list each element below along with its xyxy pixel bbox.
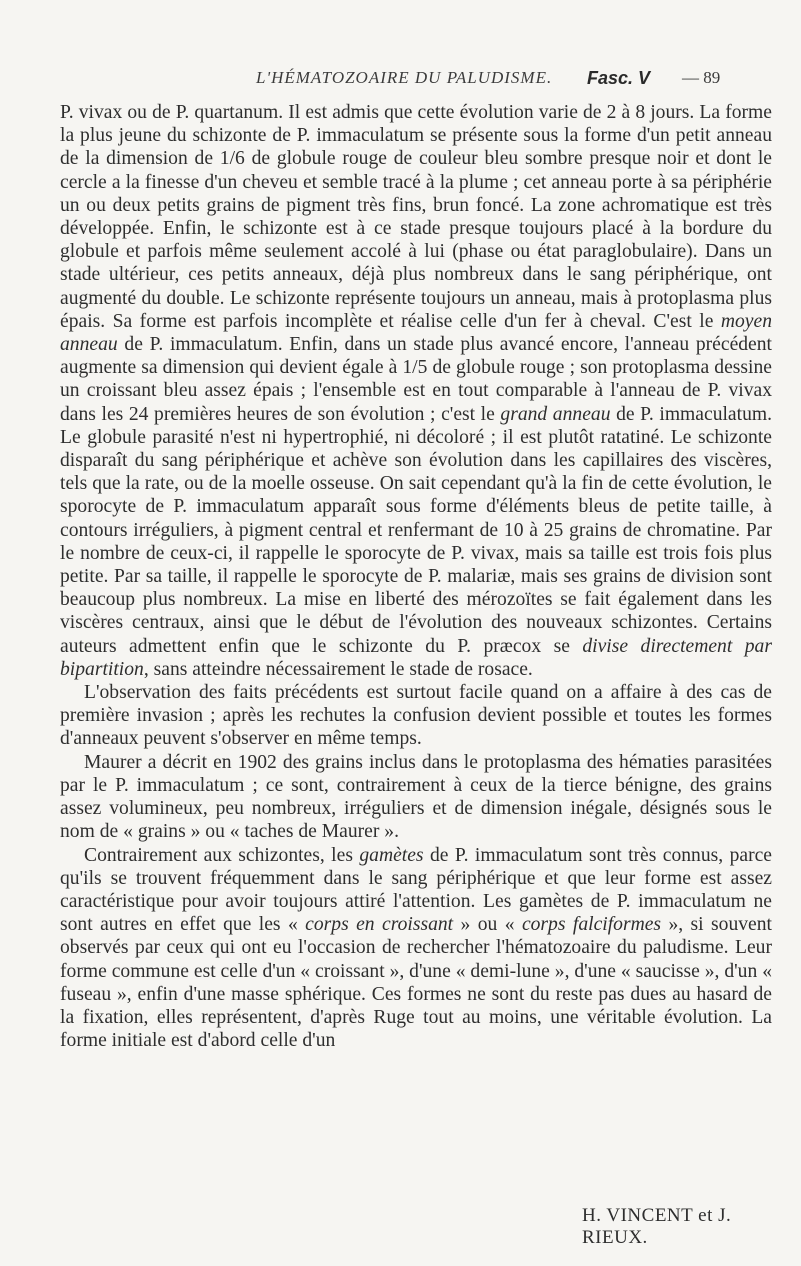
italic-term: grand anneau [500, 403, 611, 425]
text-run: de P. immaculatum. Enfin, dans un stade plus avancé encore, l'anneau précédent augmente sa dimension qui devient égale à 1/5 de globule rouge ; son protoplasma dessine un croissant bleu assez épais ; l'ensemble est en tout comparable à l'anneau de P. vivax dans les 24 premières heures de son évolution ; c'est le [60, 334, 772, 425]
paragraph [60, 681, 772, 751]
paragraph [60, 751, 772, 844]
author-signature: H. VINCENT et J. RIEUX. [582, 1205, 732, 1248]
fascicle-label: Fasc. V [587, 68, 651, 88]
italic-term: corps en croissant [305, 914, 454, 936]
text-run: Maurer a décrit en 1902 des grains inclus dans le protoplasma des hématies parasitées par le P. immaculatum ; ce sont, contrairement à ceux de la tierce bénigne, des grains assez volumineux, peu nombreux, irréguliers et de dimension inégale, désignés sous le nom de « grains » ou « taches de Maurer ». [60, 751, 772, 843]
text-run: L'observation des faits précédents est surtout facile quand on a affaire à des cas de première invasion ; après les rechutes la confusion devient possible et toutes les formes d'anneaux peuvent s'observer en même temps. [60, 682, 772, 750]
text-run: » ou « [453, 914, 522, 936]
page-header [60, 68, 772, 98]
italic-term: divise directement par bipartition [60, 635, 772, 680]
italic-term: gamètes [359, 844, 424, 866]
running-title: L'HÉMATOZOAIRE DU PALUDISME. [256, 68, 553, 87]
text-run: Contrairement aux schizontes, les [84, 844, 360, 866]
text-run: de P. immaculatum sont très connus, parce qu'ils se trouvent fréquemment dans le sang périphérique et que leur forme est assez caractéristique pour avoir toujours attiré l'attention. Les gamètes de P. immaculatum ne sont autres en effet que les « [60, 844, 772, 936]
body-text [60, 101, 772, 1052]
page-number: — 89 [682, 68, 721, 87]
paragraph [60, 101, 772, 681]
italic-term: corps falciformes [521, 914, 662, 936]
text-run: », si souvent observés par ceux qui ont eu l'occasion de rechercher l'hématozoaire du paludisme. Leur forme commune est celle d'un « croissant », d'une « demi-lune », d'une « saucisse », d'un « fuseau », enfin d'une masse sphérique. Ces formes ne sont du reste pas dues au hasard de la fixation, elles représentent, d'après Ruge tout au moins, une véritable évolution. La forme initiale est d'abord celle d'un [60, 914, 772, 1052]
text-run: , sans atteindre nécessairement le stade de rosace. [143, 658, 533, 680]
italic-term: moyen anneau [60, 310, 772, 356]
text-run: P. vivax ou de P. quartanum. Il est admis que cette évolution varie de 2 à 8 jours. La forme la plus jeune du schizonte de P. immaculatum se présente sous la forme d'un petit anneau de la dimension de 1/6 de globule rouge de couleur bleu sombre presque noir et dont le cercle a la finesse d'un cheveu et semble tracé à la plume ; cet anneau porte à sa périphérie un ou deux petits grains de pigment très fins, brun foncé. La zone achromatique est très développée. Enfin, le schizonte est à ce stade presque toujours placé à la bordure du globule et parfois même seulement accolé à lui (phase ou état paraglobulaire). Dans un stade ultérieur, ces petits anneaux, déjà plus nombreux dans le sang périphérique, ont augmenté du double. Le schizonte représente toujours un anneau, mais à protoplasma plus épais. Sa forme est parfois incomplète et réalise celle d'un fer à cheval. C'est le [60, 102, 772, 332]
paragraph [60, 844, 772, 1053]
text-run: de P. immaculatum. Le globule parasité n'est ni hypertrophié, ni décoloré ; il est plutôt ratatiné. Le schizonte disparaît du sang périphérique et achève son évolution dans les capillaires des viscères, tels que la rate, ou de la moelle osseuse. On sait cependant qu'à la fin de cette évolution, le sporocyte de P. immaculatum apparaît sous forme d'éléments bleus de petite taille, à contours irréguliers, à pigment central et renfermant de 10 à 25 grains de chromatine. Par le nombre de ceux-ci, il rappelle le sporocyte de P. vivax, mais sa taille est trois fois plus petite. Par sa taille, il rappelle le sporocyte de P. malariæ, mais ses grains de division sont beaucoup plus nombreux. La mise en liberté des mérozoïtes se fait également dans les viscères centraux, ainsi que le début de l'évolution des nouveaux schizontes. Certains auteurs admettent enfin que le schizonte du P. præcox se [60, 403, 773, 657]
